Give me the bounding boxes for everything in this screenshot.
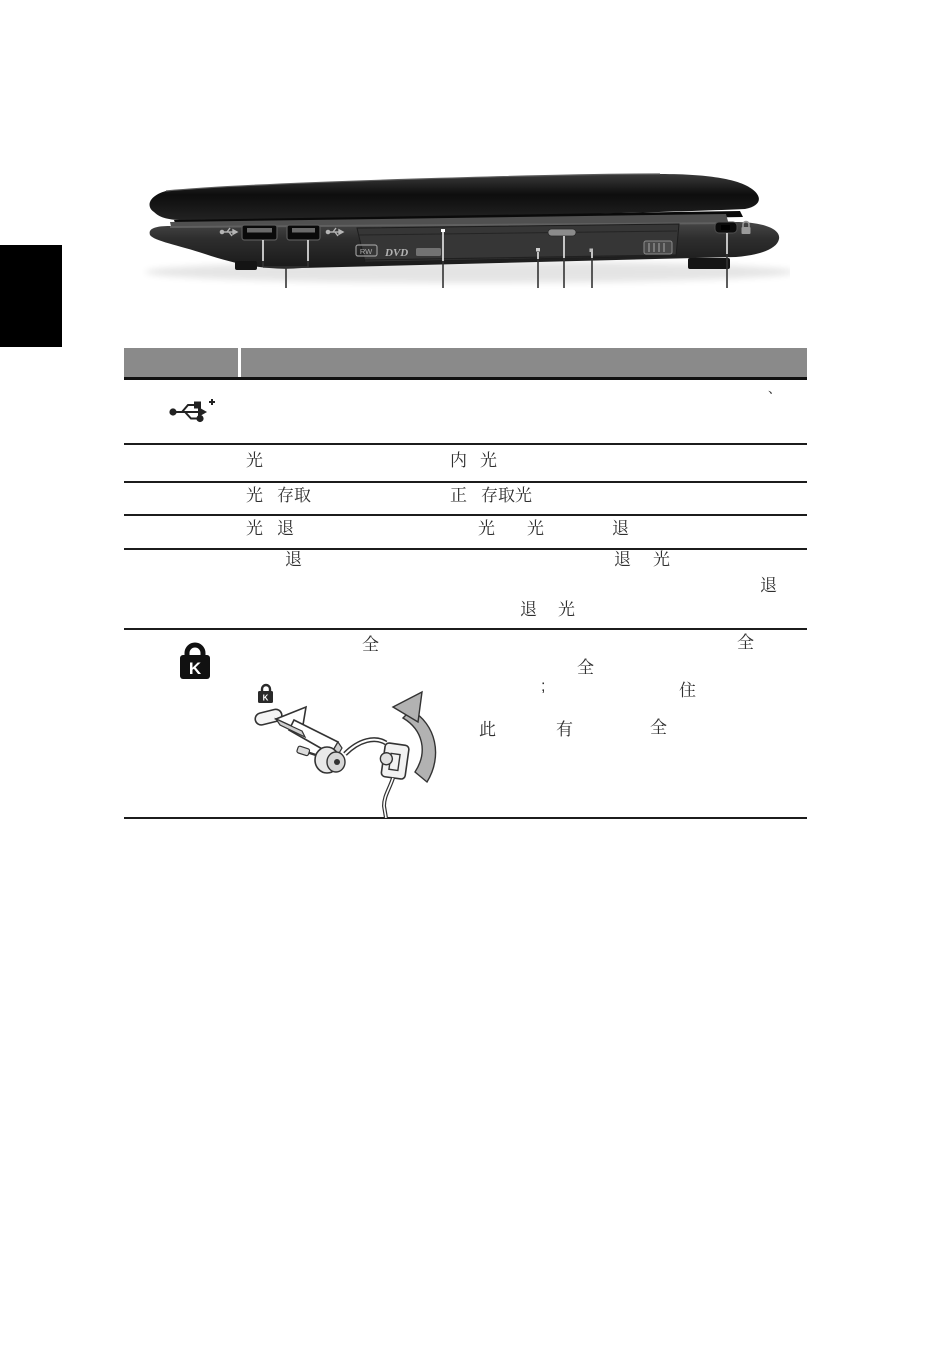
table-rule-2 xyxy=(124,481,807,483)
multi-logo xyxy=(416,248,441,256)
kensington-slot-hole xyxy=(721,225,730,230)
key xyxy=(296,746,317,759)
table-text-fragment: 光 xyxy=(558,600,575,619)
table-text-fragment: 退 xyxy=(520,600,537,619)
table-rule-1 xyxy=(124,443,807,445)
table-text-fragment: 退 xyxy=(612,519,629,538)
laptop-figure xyxy=(140,165,790,295)
table-text-fragment: 全 xyxy=(650,718,667,737)
mini-klock-icon xyxy=(258,685,273,703)
drive-activity-indicator xyxy=(536,248,540,252)
table-text-fragment: 存取光 xyxy=(481,486,532,505)
table-text-fragment: 、 xyxy=(768,381,782,396)
table-rule-3 xyxy=(124,514,807,516)
table-text-fragment: 正 xyxy=(450,486,467,505)
disc-logo xyxy=(644,241,672,254)
kensington-lock-illustration xyxy=(243,676,448,818)
table-text-fragment: 退 xyxy=(277,519,294,538)
kensington-lock-icon xyxy=(178,640,212,680)
table-text-fragment: 光 xyxy=(246,451,263,470)
emergency-eject-hole xyxy=(590,249,594,253)
table-text-fragment: 光 xyxy=(653,550,670,569)
usb-port-1-tongue xyxy=(247,228,272,233)
svg-text:RW: RW xyxy=(359,247,373,256)
table-header-col2 xyxy=(241,348,807,378)
eject-button xyxy=(548,229,576,236)
table-text-fragment: 光 xyxy=(480,451,497,470)
table-text-fragment: 光 xyxy=(246,519,263,538)
table-text-fragment: 光 xyxy=(527,519,544,538)
table-text-fragment: 住 xyxy=(679,681,696,700)
table-rule-5 xyxy=(124,628,807,630)
page-edge-tab xyxy=(0,245,62,347)
table-header-underline xyxy=(124,377,807,380)
table-text-fragment: 退 xyxy=(614,550,631,569)
table-text-fragment: 全 xyxy=(737,633,754,652)
table-text-fragment: 内 xyxy=(450,451,467,470)
dvd-logo: DVD xyxy=(385,247,409,259)
table-text-fragment: 退 xyxy=(760,576,777,595)
table-rule-6 xyxy=(124,817,807,819)
table-text-fragment: 光 xyxy=(478,519,495,538)
table-text-fragment: 全 xyxy=(577,658,594,677)
usb-icon xyxy=(168,396,218,426)
table-text-fragment: 退 xyxy=(285,550,302,569)
table-text-fragment: 存取 xyxy=(277,486,311,505)
laptop-foot-right xyxy=(688,258,730,269)
table-text-fragment: ; xyxy=(541,678,546,695)
table-text-fragment: 有 xyxy=(556,720,573,739)
svg-text:K: K xyxy=(188,659,202,678)
table-text-fragment: 光 xyxy=(246,486,263,505)
table-rule-4 xyxy=(124,548,807,550)
laptop-foot-left xyxy=(235,261,257,270)
attachment-bracket xyxy=(378,742,409,779)
table-header-col1 xyxy=(124,348,238,378)
svg-text:K: K xyxy=(262,693,269,703)
usb-port-2-tongue xyxy=(292,228,315,233)
table-text-fragment: 此 xyxy=(479,720,496,739)
table-text-fragment: 全 xyxy=(362,635,379,654)
